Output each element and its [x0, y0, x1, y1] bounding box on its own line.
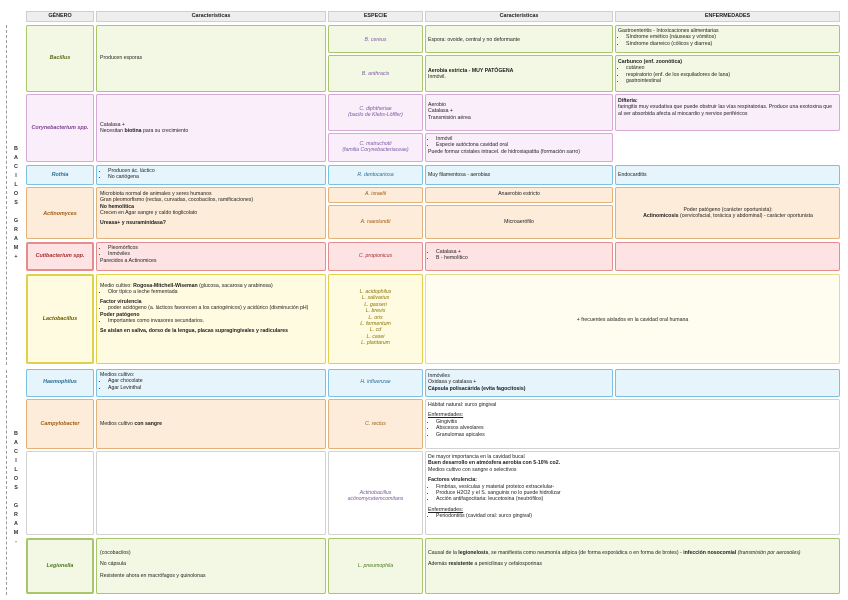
- cuti-desc: • Pleomórficos • Inmóviles Parecidos a Actinomices: [100, 245, 157, 264]
- b-anthracis-dis-title: Carbunco (enf. zoonótica): [618, 59, 682, 65]
- bacillus-desc: Producen esporas: [100, 55, 143, 61]
- list-item: • No cariógena: [108, 174, 155, 180]
- list-item: • Fimbrias, vesículas y material proteico extracelular-: [436, 484, 728, 490]
- r-dentocariosa-species: R. dentocariosa: [357, 172, 394, 178]
- lacto-species-list: L. acidophilus L. salivarius L. gasseri L. brevis L. oris L. fermentum L. cd L. casei L. plantarum: [359, 289, 392, 347]
- label-gram-positive: B A C I L O S G R A M +: [13, 146, 19, 260]
- h-influenzae-dis-cell: [615, 369, 840, 397]
- b-anthracis-dis: [618, 59, 838, 85]
- list-item: • respiratorio (enf. de los esquiladores de lana): [626, 72, 838, 78]
- campy-desc: Medios cultivo con sangre: [100, 421, 162, 427]
- legio-genus: Legionella: [46, 563, 74, 569]
- coryne-desc: [100, 122, 188, 135]
- c-rectus-char: Hábitat natural: surco gingival Enfermedades: • Gingivitis • Abscesos alveolares • Granulomas apicales: [428, 402, 496, 438]
- aggregati-genus-cell: [26, 451, 94, 535]
- list-item: • Inmóvil: [436, 136, 580, 142]
- b-anthracis-char: [428, 68, 513, 81]
- b-cereus-char: Espora: ovoide, central y no deformante: [428, 37, 520, 43]
- list-item: • Síndrome emético (náuseas y vómitos): [626, 34, 838, 40]
- c-matruchotii-char: • Inmóvil • Especie autóctona cavidad oral Puede formar cristales intracel. de hidroxiapatita (formación sarro): [428, 136, 580, 155]
- c-diphtheriae-dis: Difteria: faringitis muy exudativa que puede obstruir las vías respiratorias. Produce una exotoxina que al ser absorbida afecta al miocardio y nervios periféricos: [618, 98, 832, 117]
- list-item: • Acción antifagocitaria: leucotoxina (neutrófilos): [436, 496, 728, 502]
- list-item: • poder acidógeno (a. lácticos favorecen a los cariogénicos) y acidúrico (disminución pH): [108, 305, 322, 311]
- b-cereus-species: B. cereus: [364, 37, 387, 43]
- cuti-genus: Cutibacterium spp.: [35, 253, 85, 259]
- list-item: • Pleomórficos: [108, 245, 157, 251]
- coryne-desc-1: Catalasa +: [100, 122, 125, 128]
- list-item: • Síndrome diarreico (cólicos y diarrea): [626, 41, 838, 47]
- c-propionicus-dis-cell: [615, 242, 840, 271]
- a-israelii-species: A. israelii: [364, 191, 387, 197]
- a-naeslundii-char: Microaerófilo: [504, 219, 534, 225]
- divider-gram-negative: [6, 370, 8, 595]
- a-actinomycetemcomitans-char: De mayor importancia en la cavidad bucal Buen desarrollo en atmósfera aerobia con 5-10% co2. Medios cultivo con sangre o selectivos Factores virulencia: • Fimbrias, vesículas y material proteico extracelular- • Produce H2O2 y el S. sanguinis no lo puede hidrolizar • Acción antifagocitaria: leucotoxina (neutrófilos) Enfermedades: • Periodontitis (cavidad oral: surco gingival): [428, 454, 728, 520]
- aggregati-desc-cell: [96, 451, 326, 535]
- b-cereus-dis: [618, 28, 838, 47]
- list-item: • Granulomas apicales: [436, 432, 496, 438]
- c-matruchotii-species: C. matruchotii (familia Corynebacteriaceae): [342, 141, 409, 154]
- c-rectus-species: C. rectus: [365, 421, 386, 427]
- haemo-desc: Medios cultivo: • Agar chocolate • Agar Levinthal: [100, 372, 143, 391]
- list-item: • Periodontitis (cavidad oral: surco gingival): [436, 513, 728, 519]
- header-enfermedades: ENFERMEDADES: [615, 11, 840, 22]
- lacto-desc: Medio cultivo: Rogosa-Mitchell-Wiseman (glucosa, sacarosa y arabinosa) • Olor típico a leche fermentada Factor virulencia • poder acidógeno (a. lácticos favorecen a los cariogénicos) y acidúrico (disminución pH) Poder patógeno • Importantes como invasores secundarios. Se aíslan en saliva, dorso de la lengua, placas supragingivales y radiculares: [100, 283, 322, 335]
- a-actinomycetemcomitans-species: Actinobacillus actinomycetemcomitans: [347, 490, 404, 503]
- campy-genus: Campylobacter: [40, 421, 80, 427]
- actino-genus: Actinomyces: [43, 211, 77, 217]
- list-item: • Catalasa +: [436, 249, 468, 255]
- a-naeslundii-species: A. naeslundii: [360, 219, 391, 225]
- c-diphtheriae-species: C. diphtheriae (bacilo de Klebs-Löffler): [348, 106, 403, 119]
- list-item: • Olor típico a leche fermentada: [108, 289, 322, 295]
- list-item: • Agar chocolate: [108, 378, 143, 384]
- list-item: • Agar Levinthal: [108, 385, 143, 391]
- list-item: • Gingivitis: [436, 419, 496, 425]
- h-influenzae-species: H. influenzae: [360, 379, 391, 385]
- haemo-genus: Haemophilus: [43, 379, 77, 385]
- l-pneumophila-char: Causal de la legionelosis, se manifiesta como neumonía atípica (de forma esporádica o en forma de brotes) - infección nosocomial (transmisión por aerosoles) Además resistente a penicilinas y cefalosporinas: [428, 550, 801, 568]
- c-propionicus-species: C. propionicus: [358, 253, 393, 259]
- bacillus-genus: Bacillus: [49, 55, 71, 61]
- actino-desc: Microbiota normal de animales y seres humanos Gran pleomorfismo (rectas, curvadas, cocobacilos, ramificaciones) No hemolítica Crecen en Agar sangre y caldo tioglicolato Ureasa+ y nsuraminidasa?: [100, 191, 254, 226]
- lacto-char: + frecuentes aislados en la cavidad oral humana: [576, 317, 689, 323]
- actino-dis: Poder patógeno (carácter oportunista): Actinomicosis (cervicofacial, torácica y abdominal) - carácter oportunista: [643, 207, 813, 220]
- list-item: • Importantes como invasores secundarios.: [108, 318, 322, 324]
- h-influenzae-char: Inmóviles Oxidasa y catalasa + Cápsula polisacárida (evita fagocitosis): [428, 373, 526, 392]
- l-pneumophila-species: L. pneumophila: [357, 563, 394, 569]
- coryne-desc-2: Necesitan biotina para su crecimiento: [100, 128, 189, 135]
- list-item: • cutáneo: [626, 65, 838, 71]
- coryne-genus: Corynebacterium spp.: [31, 125, 89, 131]
- header-caracteristicas: Características: [96, 11, 326, 22]
- header-genero: GÉNERO: [26, 11, 94, 22]
- r-dentocariosa-dis: Endocarditis: [618, 172, 647, 178]
- b-anthracis-species: B. anthracis: [361, 71, 390, 77]
- legio-desc: (cocobacilos) No cápsula Resistente ahora en macrófagos y quinolonas: [100, 550, 206, 579]
- rothia-desc: [100, 168, 155, 181]
- list-item: • Produce H2O2 y el S. sanguinis no lo puede hidrolizar: [436, 490, 728, 496]
- list-item: • Producen ác. láctico: [108, 168, 155, 174]
- rothia-genus: Rothia: [51, 172, 69, 178]
- label-gram-negative: B A C I L O S G R A M -: [13, 431, 19, 545]
- header-especie: ESPECIE: [328, 11, 423, 22]
- list-item: • B - hemolítico: [436, 255, 468, 261]
- b-anthracis-char-text: Inmóvil.: [428, 74, 446, 81]
- list-item: • Abscesos alveolares: [436, 425, 496, 431]
- header-caracteristicas-2: Características: [425, 11, 613, 22]
- r-dentocariosa-dis-cell: [615, 165, 840, 185]
- c-propionicus-char: [428, 249, 468, 262]
- divider-gram-positive: [6, 25, 8, 365]
- a-israelii-char: Anaerobio estricto: [498, 191, 540, 197]
- list-item: • Inmóviles: [108, 251, 157, 257]
- list-item: • Especie autóctona cavidad oral: [436, 142, 580, 148]
- list-item: • gastrointestinal: [626, 78, 838, 84]
- lacto-genus: Lactobacillus: [42, 316, 78, 322]
- b-anthracis-char-bold: Aerobia estricta - MUY PATÓGENA: [428, 68, 514, 74]
- r-dentocariosa-char: Muy filamentosa - aerobias: [428, 172, 491, 178]
- b-cereus-dis-title: Gastroenteritis - Intoxicaciones alimentarias: [618, 28, 719, 34]
- c-diphtheriae-char: Aerobio Catalasa + Transmisión aérea: [428, 102, 471, 121]
